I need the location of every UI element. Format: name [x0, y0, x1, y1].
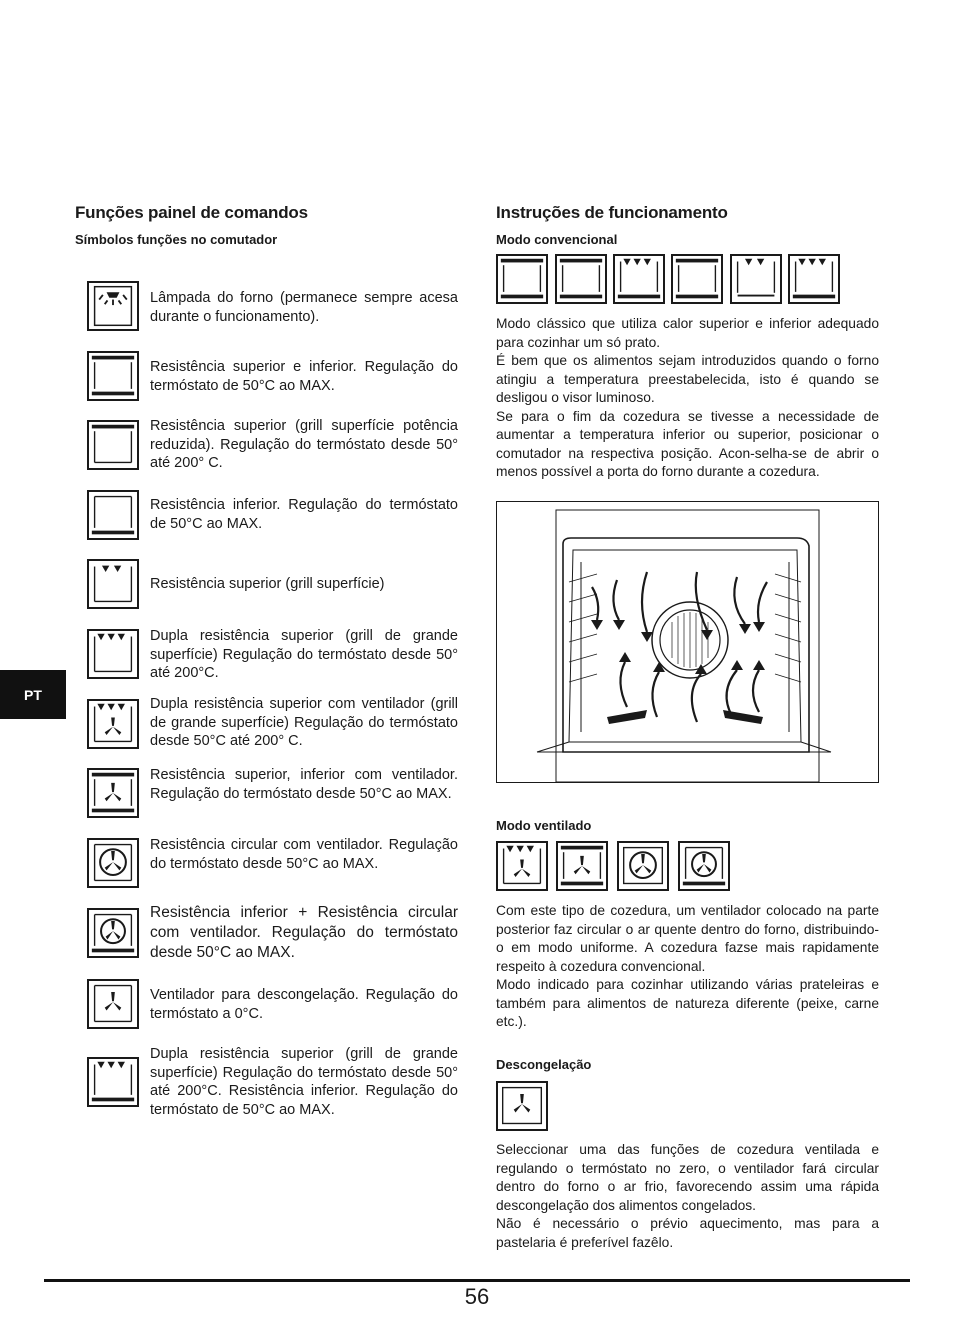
function-text: Dupla resistência superior (grill de grande superfície) Regulação do termóstato desde 50° até 200°C. Resistência inferior. Regulação do termóstato de 50°C ao MAX.: [150, 1046, 458, 1118]
page-number: 56: [464, 1284, 490, 1309]
defrost-fan-icon: [496, 1081, 548, 1131]
grill-large-bottom-icon: [788, 254, 840, 304]
defrost-text: [496, 1141, 879, 1252]
function-text: Resistência superior, inferior com ventilador. Regulação do termóstato desde 50°C ao MAX.: [150, 767, 458, 802]
paragraph: Não é necessário o prévio aquecimento, mas para a pastelaria é preferível fazêlo.: [496, 1216, 879, 1250]
grill-large-bottom-icon: [613, 254, 665, 304]
grill-large-fan-icon: [87, 699, 139, 749]
bottom-circular-fan-icon: [678, 841, 730, 891]
paragraph: Seleccionar uma das funções de cozedura ventilada e regulando o termóstato no zero, o ventilador fará circular dentro do forno o ar frio, favorecendo assim uma rápida descongelação dos alimentos congelados.: [496, 1142, 879, 1213]
conventional-title: Modo convencional: [496, 232, 618, 247]
paragraph: Modo clássico que utiliza calor superior e inferior adequado para cozinhar um só prato.: [496, 316, 879, 350]
left-subheading: Símbolos funções no comutador: [75, 232, 278, 247]
function-text: Lâmpada do forno (permanece sempre acesa durante o funcionamento).: [150, 290, 458, 325]
language-tab: PT: [0, 670, 66, 719]
grill-small-bottom-icon: [730, 254, 782, 304]
paragraph: Se para o fim da cozedura se tivesse a necessidade de aumentar a temperatura inferior ou superior, posicionar o comutador na respectiva posição. Acon-selha-se de abrir o menos possível a porta do forno durante a cozedura.: [496, 408, 879, 479]
function-text: Resistência superior (grill superfície): [150, 576, 385, 592]
top-bottom-heat-icon: [555, 254, 607, 304]
top-bottom-heat-icon: [671, 254, 723, 304]
function-text: Resistência superior (grill superfície potência reduzida). Regulação do termóstato desde 50° até 200° C.: [150, 418, 458, 471]
grill-large-icon: [87, 629, 139, 679]
function-text: Resistência inferior + Resistência circular com ventilador. Regulação do termóstato desde 50°C ao MAX.: [150, 904, 458, 961]
oven-airflow-illustration: [496, 501, 879, 783]
function-text: Dupla resistência superior com ventilador (grill de grande superfície) Regulação do termóstato desde 50°C até 200° C.: [150, 696, 458, 749]
defrost-fan-icon: [87, 979, 139, 1029]
paragraph: Modo indicado para cozinhar utilizando várias prateleiras e também para alimentos de natureza diferente (peixe, carne etc.).: [496, 977, 879, 1029]
conventional-text: [496, 315, 879, 482]
bottom-heat-icon: [87, 490, 139, 540]
function-text: Resistência inferior. Regulação do termóstato de 50°C ao MAX.: [150, 497, 458, 532]
lamp-icon: [87, 281, 139, 331]
footer-rule: [44, 1279, 910, 1282]
top-bottom-fan-icon: [87, 768, 139, 818]
circular-fan-icon: [617, 841, 669, 891]
top-heat-icon: [87, 420, 139, 470]
fan-text: [496, 902, 879, 1032]
grill-small-icon: [87, 559, 139, 609]
defrost-title: Descongelação: [496, 1057, 592, 1072]
fan-title: Modo ventilado: [496, 818, 592, 833]
paragraph: É bem que os alimentos sejam introduzidos quando o forno atingiu a temperatura preestabelecida, isto é quando se desligou o visor luminoso.: [496, 353, 879, 405]
function-text: Resistência circular com ventilador. Regulação do termóstato desde 50°C ao MAX.: [150, 837, 458, 872]
circular-fan-icon: [87, 838, 139, 888]
function-text: Ventilador para descongelação. Regulação do termóstato a 0°C.: [150, 987, 458, 1022]
left-heading: Funções painel de comandos: [75, 203, 308, 222]
paragraph: Com este tipo de cozedura, um ventilador colocado na parte posterior faz circular o ar quente dentro do forno, distribuindo-o em modo uniforme. A cozedura fazse mais rapidamente respeito à cozedura convencional.: [496, 903, 879, 974]
grill-large-bottom-icon: [87, 1057, 139, 1107]
right-heading: Instruções de funcionamento: [496, 203, 728, 222]
function-text: Dupla resistência superior (grill de grande superfície) Regulação do termóstato desde 50° até 200°C.: [150, 628, 458, 681]
bottom-circular-fan-icon: [87, 908, 139, 958]
top-bottom-fan-icon: [556, 841, 608, 891]
top-bottom-heat-icon: [496, 254, 548, 304]
function-text: Resistência superior e inferior. Regulação do termóstato de 50°C ao MAX.: [150, 359, 458, 394]
top-bottom-heat-icon: [87, 351, 139, 401]
grill-large-fan-icon: [496, 841, 548, 891]
